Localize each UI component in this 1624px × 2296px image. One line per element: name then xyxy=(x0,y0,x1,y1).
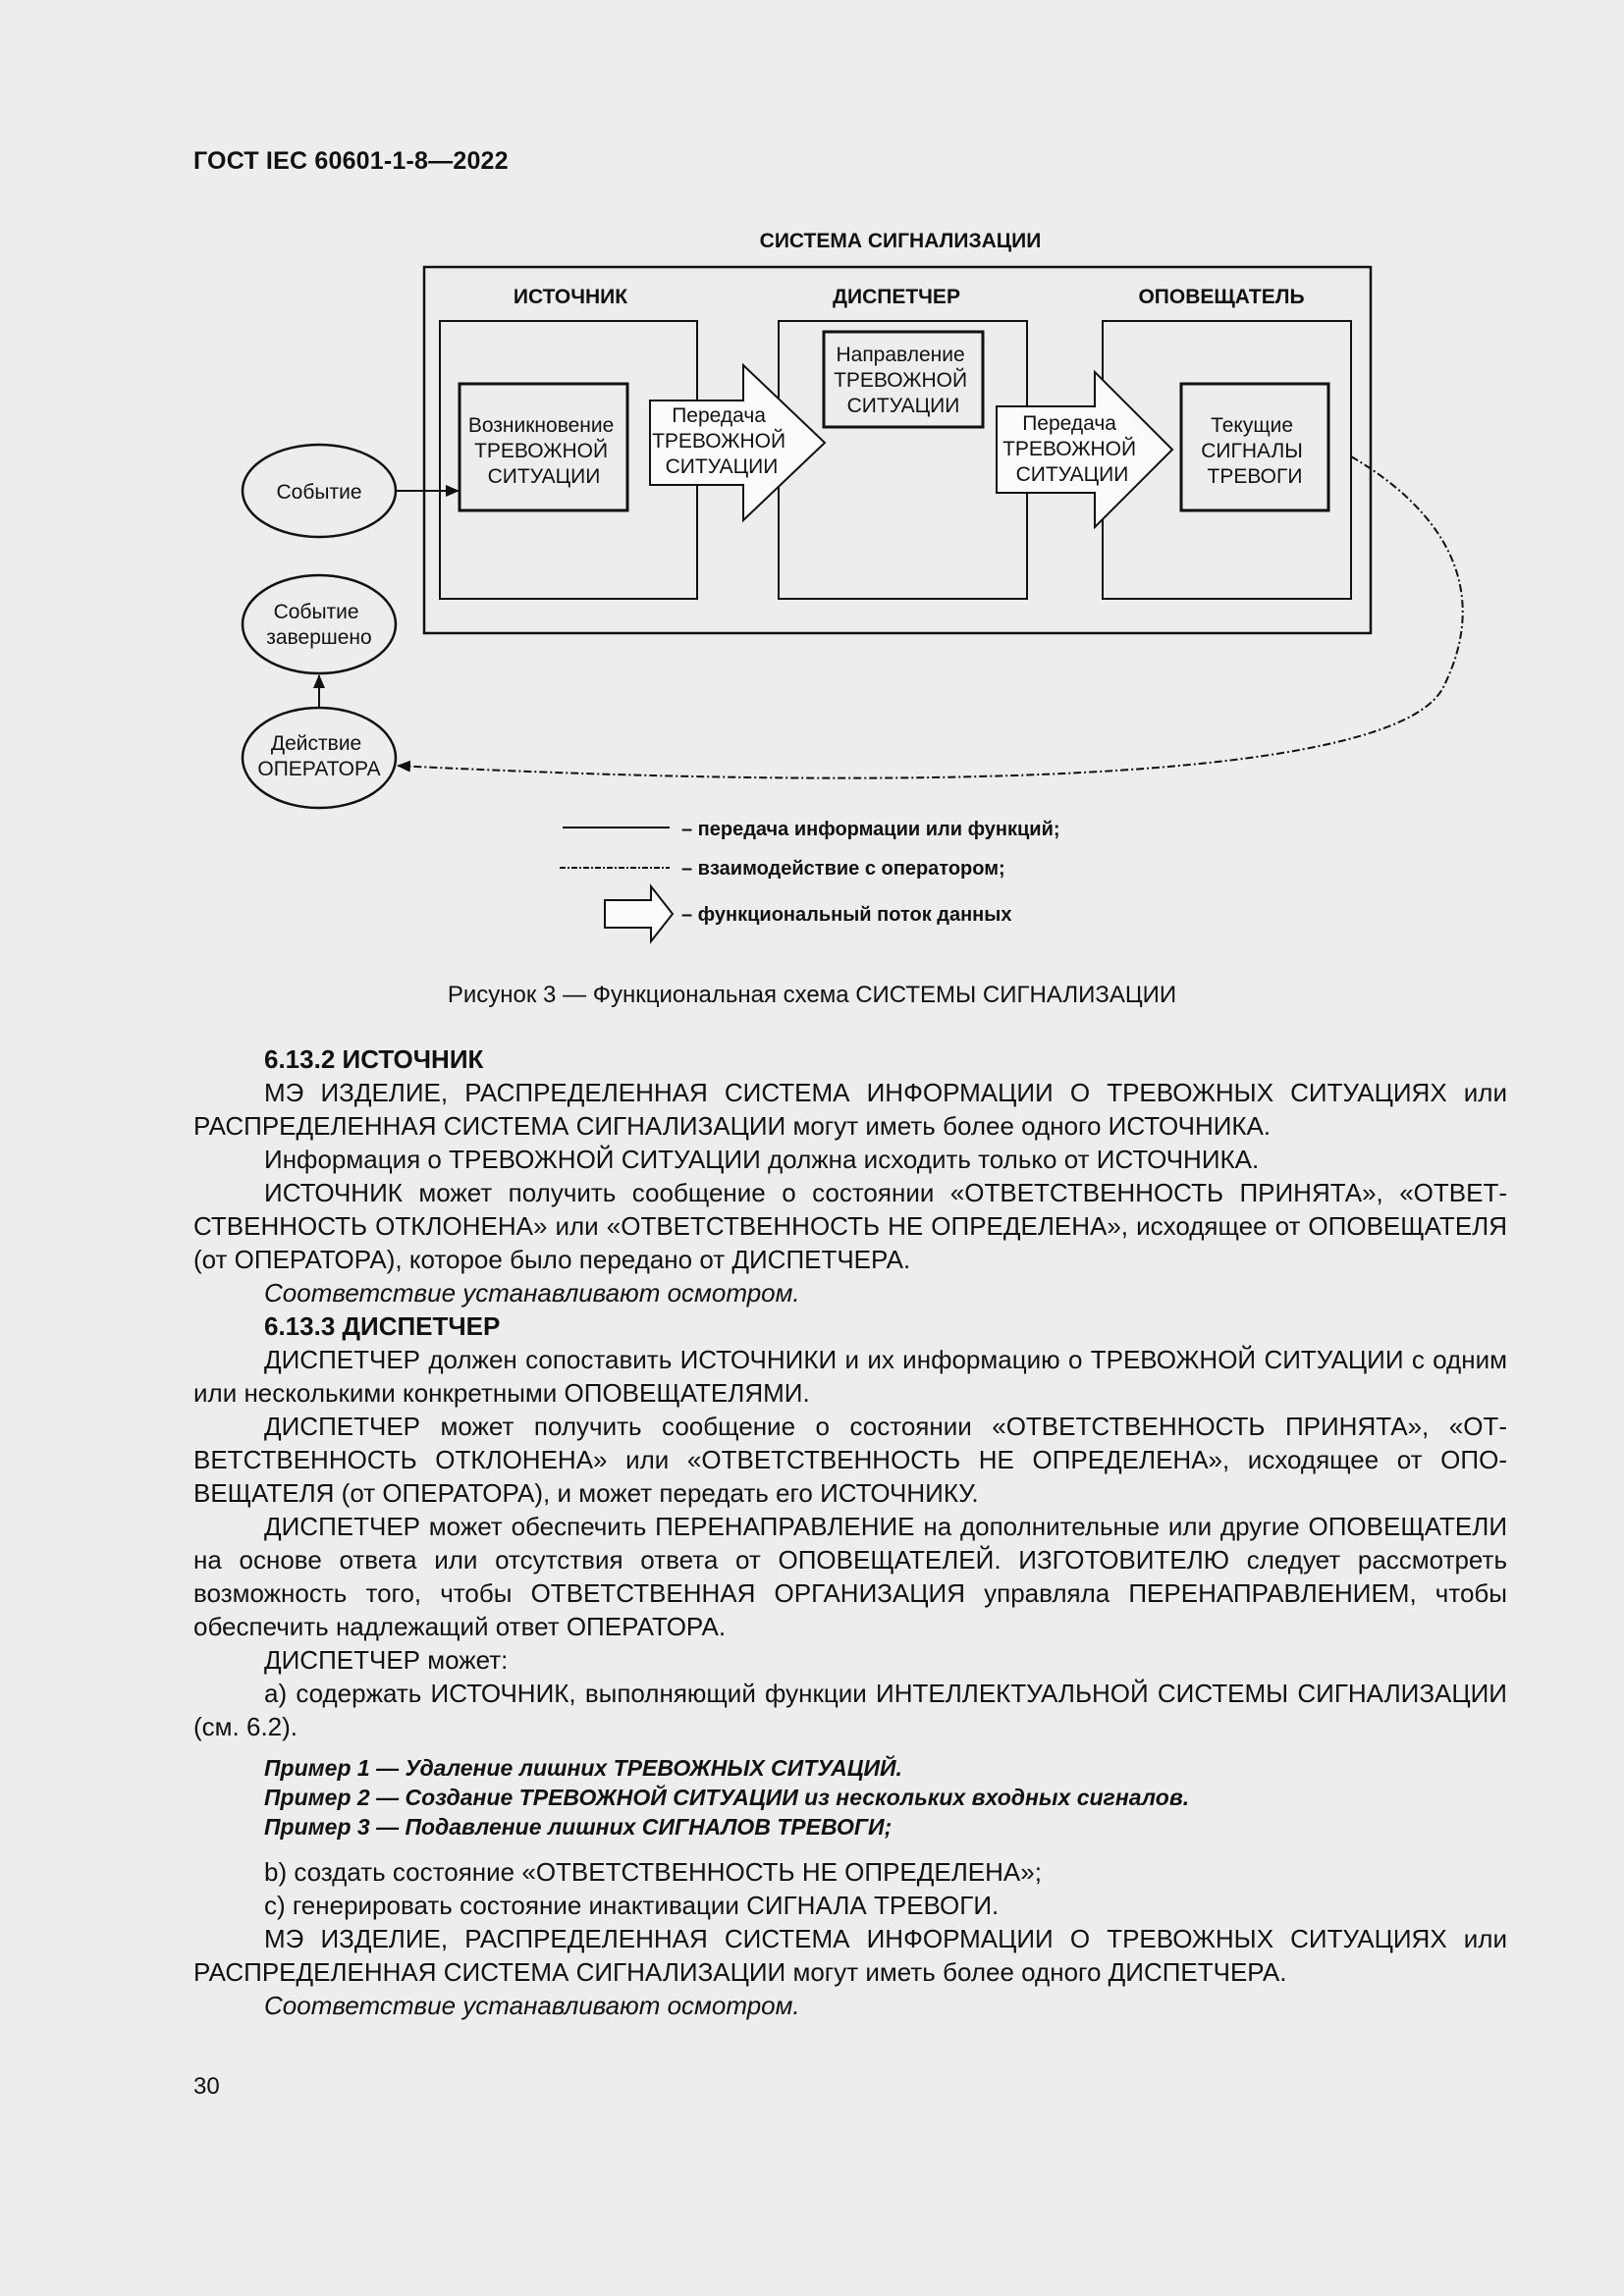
list-item: b) создать состояние «ОТВЕТСТВЕННОСТЬ НЕ ОПРЕДЕЛЕНА»; xyxy=(264,1857,1042,1887)
dispatcher-title: ДИСПЕТЧЕР xyxy=(833,286,960,308)
current-signals-label: Текущие СИГНАЛЫ ТРЕВОГИ xyxy=(1201,414,1303,488)
example: Пример 1 — Удаление лишних ТРЕВОЖНЫХ СИТУАЦИЙ. xyxy=(264,1755,902,1781)
list-item: a) содержать ИСТОЧНИК, выполняющий функции ИНТЕЛЛЕКТУАЛЬНОЙ СИСТЕМЫ СИГНАЛИЗАЦИИ (см. 6.2). xyxy=(193,1679,1507,1741)
diagram-title: СИСТЕМА СИГНАЛИЗАЦИИ xyxy=(759,230,1042,252)
direction-label: Направление ТРЕВОЖНОЙ СИТУАЦИИ xyxy=(834,344,968,417)
occurrence-label: Возникновение ТРЕВОЖНОЙ СИТУАЦИИ xyxy=(467,414,615,488)
event-done-ellipse xyxy=(243,575,396,673)
legend-arrow-shape xyxy=(605,886,673,941)
legend-dashed-text: – взаимодействие с оператором; xyxy=(681,858,1005,880)
document-header: ГОСТ IEC 60601-1-8—2022 xyxy=(193,147,509,175)
operator-interaction-curve xyxy=(398,456,1463,778)
legend-solid-text: – передача информации или функций; xyxy=(681,819,1060,840)
examples-block xyxy=(193,1753,1507,1842)
paragraph: ДИСПЕТЧЕР может: xyxy=(264,1645,509,1675)
figure-caption: Рисунок 3 — Функциональная схема СИСТЕМЫ СИГНАЛИЗАЦИИ xyxy=(447,982,1177,1008)
transfer-arrow-2-label: Передача ТРЕВОЖНОЙ СИТУАЦИИ xyxy=(1002,412,1137,486)
compliance-note: Соответствие устанавливают осмотром. xyxy=(264,1278,800,1308)
list-item: c) генерировать состояние инактивации СИГНАЛА ТРЕВОГИ. xyxy=(264,1891,1000,1920)
paragraph: МЭ ИЗДЕЛИЕ, РАСПРЕДЕЛЕННАЯ СИСТЕМА ИНФОРМАЦИИ О ТРЕВОЖНЫХ СИТУАЦИЯХ или РАСПРЕДЕЛЕННАЯ СИСТЕМА СИГНАЛИЗАЦИИ могут иметь более одного ИСТОЧНИКА. xyxy=(193,1078,1507,1141)
paragraph: ДИСПЕТЧЕР может обеспечить ПЕРЕНАПРАВЛЕНИЕ на дополнительные или другие ОПОВЕЩАТЕЛИ на основе ответа или отсутствия ответа от ОПОВЕЩАТЕЛЕЙ. ИЗГОТОВИТЕЛЮ следует рассмотреть возможность того, чтобы ОТВЕТСТВЕННАЯ ОРГАНИЗАЦИЯ управляла ПЕРЕНАПРАВЛЕНИЕМ, чтобы обеспечить надлежащий ответ ОПЕРАТОРА. xyxy=(193,1512,1507,1641)
paragraph: ДИСПЕТЧЕР может получить сообщение о состоянии «ОТВЕТСТВЕННОСТЬ ПРИНЯТА», «ОТВЕТСТВЕННОСТЬ ОТКЛОНЕНА» или «ОТВЕТСТВЕННОСТЬ НЕ ОПРЕДЕЛЕНА», исходящее от ОПОВЕЩАТЕЛЯ (от ОПЕРАТОРА), и может передать его ИСТОЧНИКУ. xyxy=(193,1412,1507,1508)
body-text xyxy=(193,1042,1507,2022)
paragraph: Информация о ТРЕВОЖНОЙ СИТУАЦИИ должна исходить только от ИСТОЧНИКА. xyxy=(264,1145,1260,1174)
paragraph: ДИСПЕТЧЕР должен сопоставить ИСТОЧНИКИ и их информацию о ТРЕВОЖНОЙ СИТУАЦИИ с одним или несколькими конкретными ОПОВЕЩАТЕЛЯМИ. xyxy=(193,1345,1507,1408)
legend-arrow-text: – функциональный поток данных xyxy=(681,904,1012,926)
source-title: ИСТОЧНИК xyxy=(513,286,628,308)
event-label: Событие xyxy=(276,481,362,504)
event-done-label: Событие завершено xyxy=(266,601,372,649)
section-heading-dispatcher: 6.13.3 ДИСПЕТЧЕР xyxy=(264,1311,501,1341)
paragraph: МЭ ИЗДЕЛИЕ, РАСПРЕДЕЛЕННАЯ СИСТЕМА ИНФОРМАЦИИ О ТРЕВОЖНЫХ СИТУАЦИЯХ или РАСПРЕДЕЛЕННАЯ СИСТЕМА СИГНАЛИЗАЦИИ могут иметь более одного ДИСПЕТЧЕРА. xyxy=(193,1924,1507,1987)
compliance-note: Соответствие устанавливают осмотром. xyxy=(264,1991,800,2020)
operator-action-label: Действие ОПЕРАТОРА xyxy=(257,732,381,780)
section-heading-source: 6.13.2 ИСТОЧНИК xyxy=(264,1044,484,1074)
paragraph: ИСТОЧНИК может получить сообщение о состоянии «ОТВЕТСТВЕННОСТЬ ПРИНЯТА», «ОТВЕТСТВЕННОСТЬ ОТКЛОНЕНА» или «ОТВЕТСТВЕННОСТЬ НЕ ОПРЕДЕЛЕНА», исходящее от ОПОВЕЩАТЕЛЯ (от ОПЕРАТОРА), которое было передано от ДИСПЕТЧЕРА. xyxy=(193,1178,1507,1274)
alarm-system-diagram xyxy=(0,0,1624,962)
example: Пример 2 — Создание ТРЕВОЖНОЙ СИТУАЦИИ из нескольких входных сигналов. xyxy=(264,1785,1190,1810)
page-number: 30 xyxy=(193,2073,220,2100)
example: Пример 3 — Подавление лишних СИГНАЛОВ ТРЕВОГИ; xyxy=(264,1814,893,1840)
notifier-title: ОПОВЕЩАТЕЛЬ xyxy=(1138,286,1305,308)
transfer-arrow-1-label: Передача ТРЕВОЖНОЙ СИТУАЦИИ xyxy=(652,404,786,478)
